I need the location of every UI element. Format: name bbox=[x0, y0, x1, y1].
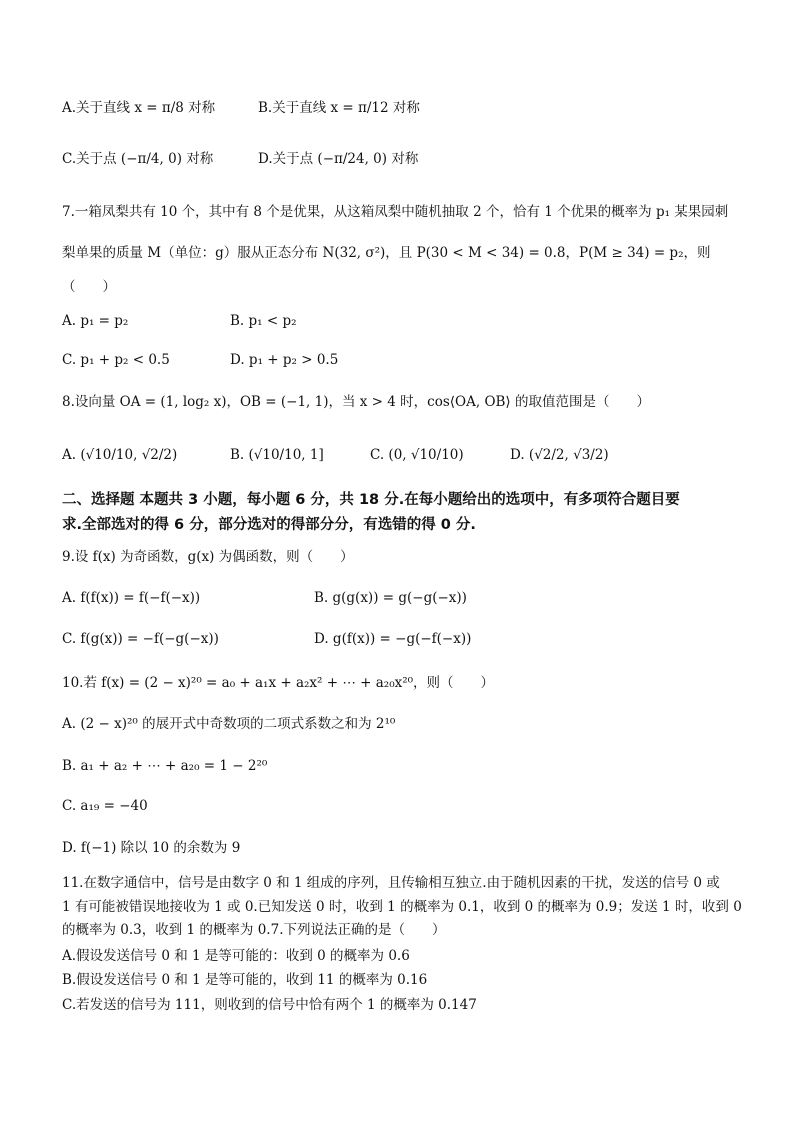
q8-stem: 8.设向量 OA = (1, log₂ x)，OB = (−1, 1)，当 x > 4 时，cos⟨OA, OB⟩ 的取值范围是（ ） bbox=[62, 394, 650, 410]
q11-stem-line2: 1 有可能被错误地接收为 1 或 0.已知发送 0 时，收到 1 的概率为 0.1，收到 0 的概率为 0.9；发送 1 时，收到 0 bbox=[62, 899, 742, 915]
q11-option-b: B.假设发送信号 0 和 1 是等可能的，收到 11 的概率为 0.16 bbox=[62, 972, 428, 988]
q7-stem-line1: 7.一箱凤梨共有 10 个，其中有 8 个是优果，从这箱凤梨中随机抽取 2 个，恰有 1 个优果的概率为 p₁ 某果园刺 bbox=[62, 204, 729, 220]
q8-option-d: D. (√2/2, √3/2) bbox=[510, 447, 609, 463]
q9-option-c: C. f(g(x)) = −f(−g(−x)) bbox=[62, 631, 219, 647]
q7-stem-line2: 梨单果的质量 M（单位：g）服从正态分布 N(32, σ²)，且 P(30 < M < 34) = 0.8，P(M ≥ 34) = p₂，则 bbox=[62, 245, 711, 261]
q10-option-c: C. a₁₉ = −40 bbox=[62, 798, 148, 814]
q9-stem: 9.设 f(x) 为奇函数，g(x) 为偶函数，则（ ） bbox=[62, 549, 354, 565]
q8-option-a: A. (√10/10, √2/2) bbox=[62, 447, 178, 463]
section-2-heading-line2: 求.全部选对的得 6 分，部分选对的得部分分，有选错的得 0 分. bbox=[62, 517, 476, 533]
q9-option-b: B. g(g(x)) = g(−g(−x)) bbox=[314, 590, 467, 606]
section-2-heading-line1: 二、选择题 本题共 3 小题，每小题 6 分，共 18 分.在每小题给出的选项中，有多项符合题目要 bbox=[62, 492, 680, 508]
q10-option-a: A. (2 − x)²⁰ 的展开式中奇数项的二项式系数之和为 2¹⁰ bbox=[62, 716, 396, 732]
q8-option-c: C. (0, √10/10) bbox=[370, 447, 464, 463]
q11-option-c: C.若发送的信号为 111，则收到的信号中恰有两个 1 的概率为 0.147 bbox=[62, 997, 477, 1013]
q11-stem-line3: 的概率为 0.3，收到 1 的概率为 0.7.下列说法正确的是（ ） bbox=[62, 922, 446, 938]
q6-option-d: D.关于点 (−π/24, 0) 对称 bbox=[258, 151, 419, 167]
q9-option-a: A. f(f(x)) = f(−f(−x)) bbox=[62, 590, 201, 606]
q8-option-b: B. (√10/10, 1] bbox=[230, 447, 324, 463]
q7-option-a: A. p₁ = p₂ bbox=[62, 313, 129, 329]
q10-option-b: B. a₁ + a₂ + ⋯ + a₂₀ = 1 − 2²⁰ bbox=[62, 758, 268, 774]
q6-option-a: A.关于直线 x = π/8 对称 bbox=[62, 100, 216, 116]
q10-stem: 10.若 f(x) = (2 − x)²⁰ = a₀ + a₁x + a₂x² + ⋯ + a₂₀x²⁰，则（ ） bbox=[62, 675, 495, 691]
q9-option-d: D. g(f(x)) = −g(−f(−x)) bbox=[314, 631, 472, 647]
q11-stem-line1: 11.在数字通信中，信号是由数字 0 和 1 组成的序列，且传输相互独立.由于随机因素的干扰，发送的信号 0 或 bbox=[62, 875, 720, 891]
q7-stem-line3: （ ） bbox=[62, 279, 116, 295]
q6-option-b: B.关于直线 x = π/12 对称 bbox=[258, 100, 420, 116]
q7-option-b: B. p₁ < p₂ bbox=[230, 313, 297, 329]
q7-option-d: D. p₁ + p₂ > 0.5 bbox=[230, 352, 339, 368]
q6-option-c: C.关于点 (−π/4, 0) 对称 bbox=[62, 151, 214, 167]
q7-option-c: C. p₁ + p₂ < 0.5 bbox=[62, 352, 170, 368]
q11-option-a: A.假设发送信号 0 和 1 是等可能的：收到 0 的概率为 0.6 bbox=[62, 948, 410, 964]
q10-option-d: D. f(−1) 除以 10 的余数为 9 bbox=[62, 840, 241, 856]
